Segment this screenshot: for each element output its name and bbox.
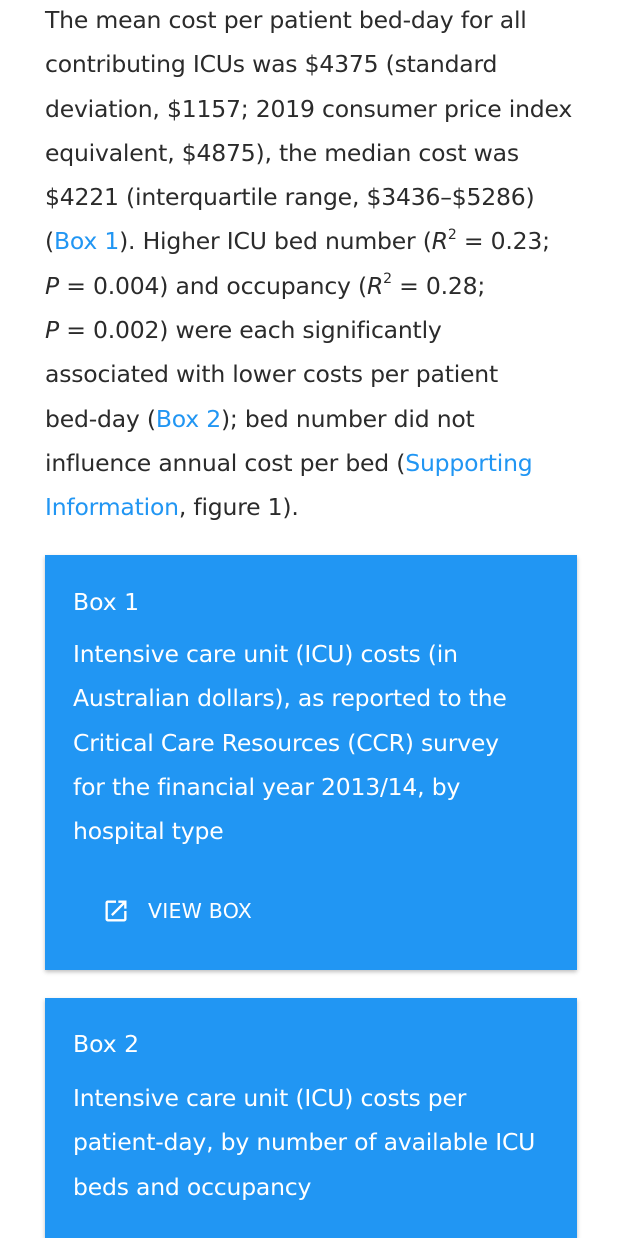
paragraph-line: [45, 219, 590, 263]
superscript-2: 2: [447, 226, 457, 243]
text-fragment: = 0.23;: [456, 227, 550, 256]
r-symbol: R: [367, 271, 384, 300]
supporting-information-link[interactable]: Information: [45, 493, 179, 522]
paragraph-line: [45, 441, 590, 485]
text-fragment: = 0.002) were each significantly: [58, 316, 442, 345]
text-fragment: ). Higher ICU bed number (: [119, 227, 432, 256]
caption-line: for the financial year 2013/14, by: [73, 772, 461, 801]
box-title: Box 2: [73, 1030, 140, 1058]
text-fragment: = 0.28;: [391, 271, 486, 300]
box-1-link[interactable]: Box 1: [53, 227, 120, 256]
box-title: Box 1: [73, 588, 140, 616]
superscript-2: 2: [383, 270, 392, 287]
view-box-label: VIEW BOX: [148, 899, 252, 923]
box-caption: [73, 632, 557, 853]
supporting-information-link[interactable]: Supporting: [405, 448, 533, 477]
paragraph-line: equivalent, $4875), the median cost was: [45, 138, 519, 167]
paragraph-line: associated with lower costs per patient: [45, 360, 499, 389]
paragraph-line: contributing ICUs was $4375 (standard: [45, 50, 498, 79]
box-2-link[interactable]: Box 2: [155, 404, 221, 433]
text-fragment: = 0.004) and occupancy (: [58, 271, 368, 300]
paragraph-line: $4221 (interquartile range, $3436–$5286): [45, 183, 535, 212]
p-symbol: P: [45, 316, 59, 345]
paragraph-line: [45, 485, 590, 529]
caption-line: Intensive care unit (ICU) costs (in: [73, 640, 458, 668]
caption-line: Critical Care Resources (CCR) survey: [73, 728, 499, 757]
paragraph-line: The mean cost per patient bed-day for all: [45, 6, 527, 34]
paragraph-line: [45, 397, 590, 441]
box-2-card: [45, 998, 577, 1238]
caption-line: hospital type: [73, 817, 224, 846]
box-caption: [73, 1076, 557, 1209]
text-fragment: ); bed number did not: [220, 404, 475, 433]
paragraph-line: [45, 308, 590, 352]
open-in-new-icon: [102, 897, 130, 925]
r-symbol: R: [431, 227, 448, 256]
article-body: [45, 0, 590, 530]
paragraph-line: deviation, $1157; 2019 consumer price index: [45, 94, 573, 123]
text-fragment: , figure 1).: [178, 493, 299, 522]
caption-line: Australian dollars), as reported to the: [73, 684, 507, 713]
paragraph-line: [45, 264, 590, 308]
text-fragment: (: [45, 227, 54, 256]
caption-line: beds and occupancy: [73, 1172, 312, 1201]
view-box-button[interactable]: [102, 891, 252, 931]
text-fragment: bed-day (: [45, 404, 156, 433]
caption-line: Intensive care unit (ICU) costs per: [73, 1084, 467, 1112]
results-paragraph: [45, 0, 590, 530]
p-symbol: P: [45, 271, 59, 300]
box-1-card: [45, 555, 577, 970]
text-fragment: influence annual cost per bed (: [45, 448, 406, 477]
caption-line: patient-day, by number of available ICU: [73, 1128, 536, 1157]
